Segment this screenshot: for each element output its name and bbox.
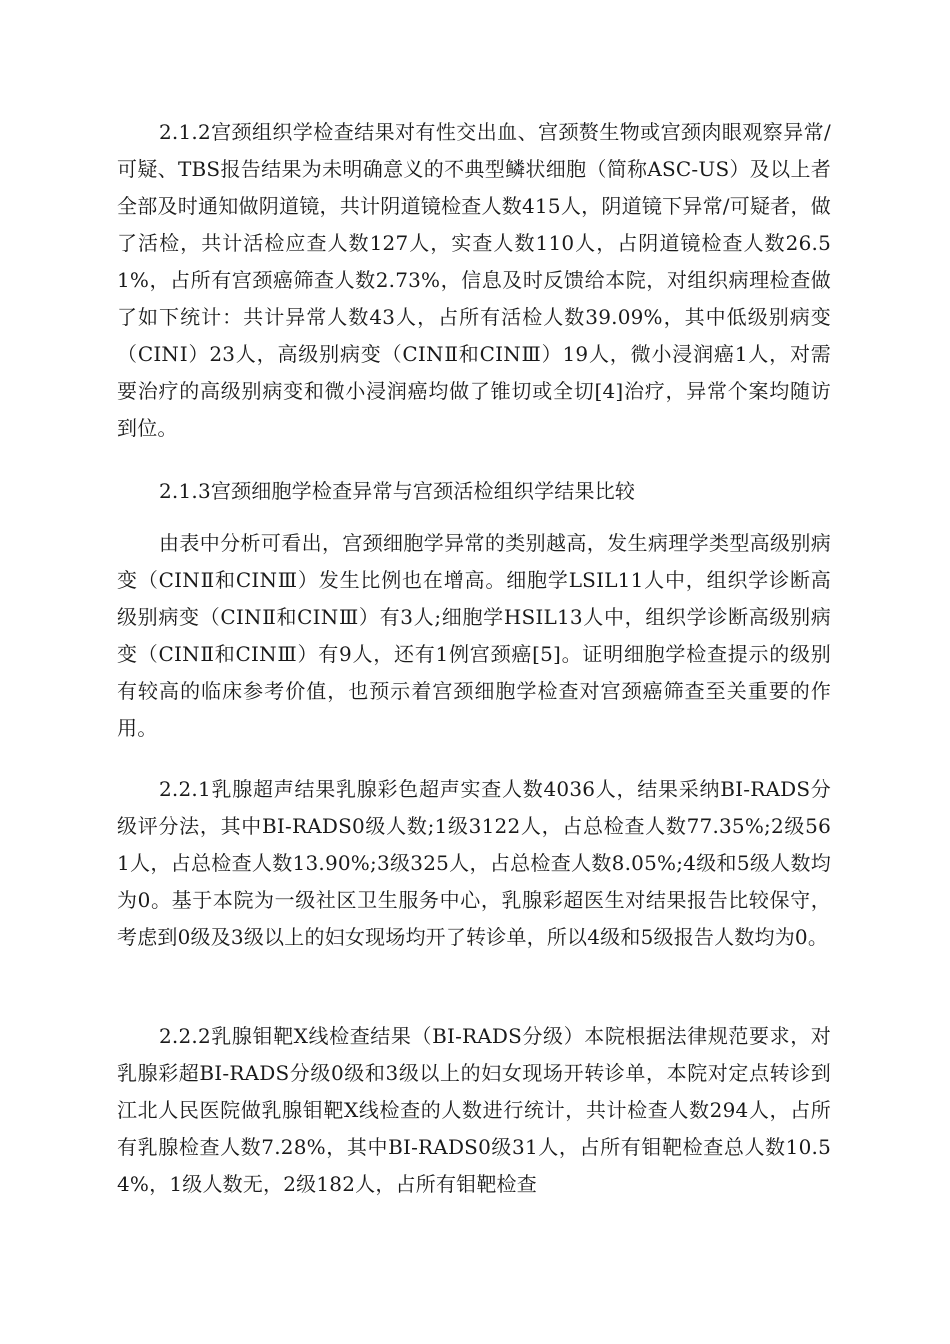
section-heading-cytology-vs-histology: 2.1.3宫颈细胞学检查异常与宫颈活检组织学结果比较 bbox=[159, 479, 636, 503]
paragraph-breast-ultrasound: 2.2.1乳腺超声结果乳腺彩色超声实查人数4036人，结果采纳BI-RADS分级评分法，其中BI-RADS0级人数;1级3122人，占总检查人数77.35%;2级561人，占总检查人数13.90%;3级325人，占总检查人数8.05%;4级和5级人数均为0。基于本院为一级社区卫生服务中心，乳腺彩超医生对结果报告比较保守，考虑到0级及3级以上的妇女现场均开了转诊单，所以4级和5级报告人数均为0。 bbox=[117, 777, 831, 949]
paragraph-mammography: 2.2.2乳腺钼靶X线检查结果（BI-RADS分级）本院根据法律规范要求，对乳腺彩超BI-RADS分级0级和3级以上的妇女现场开转诊单，本院对定点转诊到江北人民医院做乳腺钼靶X线检查的人数进行统计，共计检查人数294人，占所有乳腺检查人数7.28%，其中BI-RADS0级31人，占所有钼靶检查总人数10.54%，1级人数无，2级182人，占所有钼靶检查 bbox=[117, 1024, 831, 1196]
paragraph-cytology-analysis: 由表中分析可看出，宫颈细胞学异常的类别越高，发生病理学类型高级别病变（CINⅡ和CINⅢ）发生比例也在增高。细胞学LSIL11人中，组织学诊断高级别病变（CINⅡ和CINⅢ）有3人;细胞学HSIL13人中，组织学诊断高级别病变（CINⅡ和CINⅢ）有9人，还有1例宫颈癌[5]。证明细胞学检查提示的级别有较高的临床参考价值，也预示着宫颈细胞学检查对宫颈癌筛查至关重要的作用。 bbox=[117, 531, 831, 740]
paragraph-cervical-histology: 2.1.2宫颈组织学检查结果对有性交出血、宫颈赘生物或宫颈肉眼观察异常/可疑、TBS报告结果为未明确意义的不典型鳞状细胞（简称ASC-US）及以上者全部及时通知做阴道镜，共计阴道镜检查人数415人，阴道镜下异常/可疑者，做了活检，共计活检应查人数127人，实查人数110人，占阴道镜检查人数26.51%，占所有宫颈癌筛查人数2.73%，信息及时反馈给本院，对组织病理检查做了如下统计：共计异常人数43人，占所有活检人数39.09%，其中低级别病变（CINⅠ）23人，高级别病变（CINⅡ和CINⅢ）19人，微小浸润癌1人，对需要治疗的高级别病变和微小浸润癌均做了锥切或全切[4]治疗，异常个案均随访到位。 bbox=[117, 120, 831, 440]
